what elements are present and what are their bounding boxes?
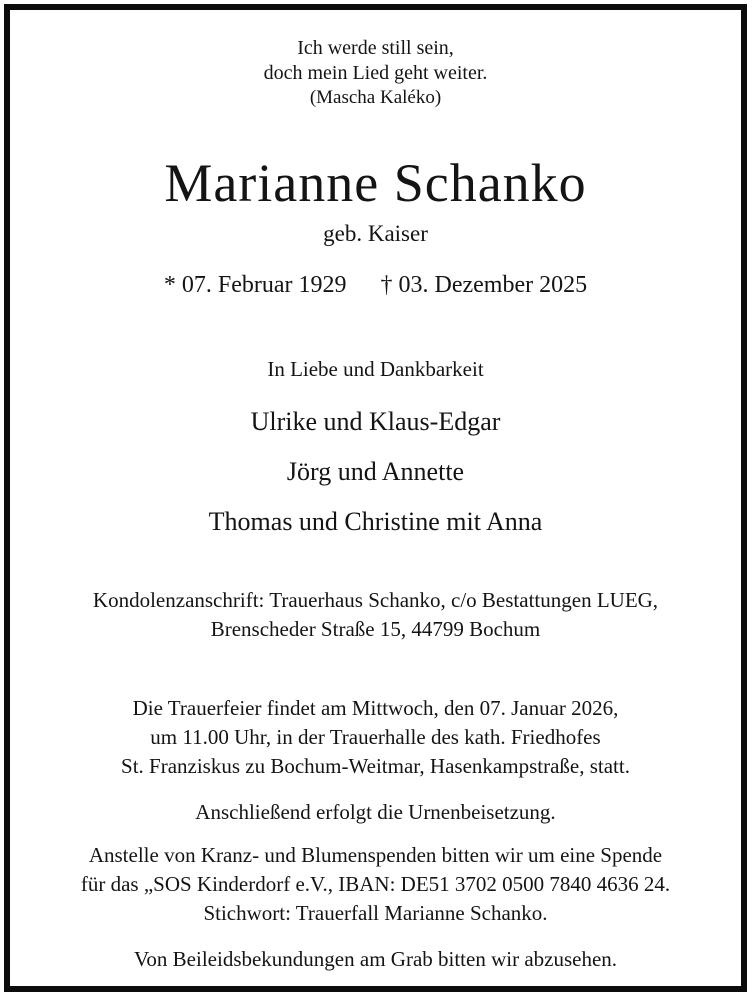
birth-date: * 07. Februar 1929	[163, 272, 347, 298]
donation-line-1: Anstelle von Kranz- und Blumenspenden bitten wir um eine Spende	[88, 843, 663, 867]
deceased-name: Marianne Schanko	[164, 153, 587, 213]
maiden-name: geb. Kaiser	[323, 221, 428, 246]
donation-request	[10, 841, 741, 928]
life-dates	[10, 270, 741, 300]
family-member: Thomas und Christine mit Anna	[208, 507, 543, 536]
donation-line-2: für das „SOS Kinderdorf e.V., IBAN: DE51 3702 0500 7840 4636 24.	[80, 872, 671, 896]
service-line-2: um 11.00 Uhr, in der Trauerhalle des kath. Friedhofes	[150, 725, 601, 749]
urn-burial-note: Anschließend erfolgt die Urnenbeisetzung.	[195, 800, 556, 824]
service-line-1: Die Trauerfeier findet am Mittwoch, den 07. Januar 2026,	[132, 696, 619, 720]
condolence-address-line-1: Kondolenzanschrift: Trauerhaus Schanko, c/o Bestattungen LUEG,	[92, 588, 659, 612]
condolence-address	[10, 586, 741, 644]
condolence-address-line-2: Brenscheder Straße 15, 44799 Bochum	[210, 617, 541, 641]
donation-line-3: Stichwort: Trauerfall Marianne Schanko.	[203, 901, 548, 925]
quote-attribution: (Mascha Kaléko)	[309, 87, 442, 108]
no-condolences-note: Von Beileidsbekundungen am Grab bitten wir abzusehen.	[133, 947, 618, 971]
quote-line-2: doch mein Lied geht weiter.	[263, 62, 488, 84]
family-intro: In Liebe und Dankbarkeit	[267, 357, 484, 381]
death-date: † 03. Dezember 2025	[380, 272, 588, 298]
service-line-3: St. Franziskus zu Bochum-Weitmar, Hasenkampstraße, statt.	[121, 754, 630, 778]
family-member: Jörg und Annette	[286, 457, 465, 486]
funeral-service-info	[10, 694, 741, 781]
quote-line-1: Ich werde still sein,	[297, 37, 454, 59]
family-member: Ulrike und Klaus-Edgar	[250, 407, 501, 436]
memorial-quote	[10, 36, 741, 110]
obituary-notice-frame	[4, 4, 747, 992]
